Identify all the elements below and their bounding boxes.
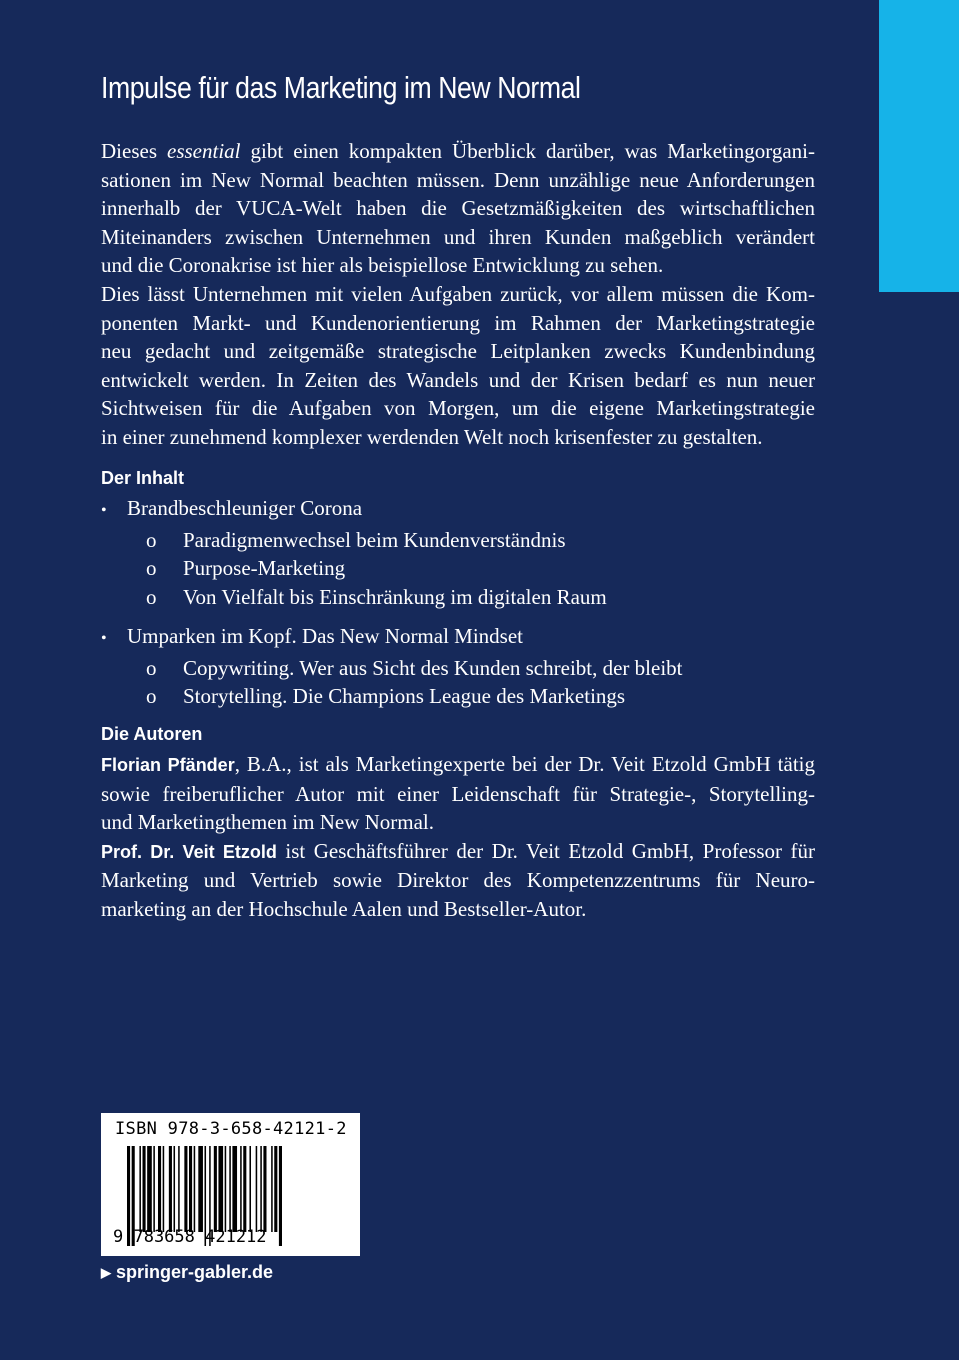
bullet-icon: • bbox=[101, 630, 107, 647]
barcode-bar bbox=[139, 1146, 141, 1232]
book-title: Impulse für das Marketing im New Normal bbox=[101, 70, 581, 105]
para-line: Dies lässt Unternehmen mit vielen Aufgaben zurück, vor allem müssen die Kom- bbox=[101, 282, 815, 306]
circle-bullet-icon: o bbox=[146, 655, 157, 680]
barcode-bar bbox=[271, 1146, 273, 1232]
barcode-bar bbox=[169, 1146, 172, 1232]
barcode-bar bbox=[198, 1146, 203, 1232]
para-line: neu gedacht und zeitgemäße strategische Leitplanken zwecks Kundenbindung bbox=[101, 339, 815, 364]
author-name: Florian Pfänder bbox=[101, 755, 235, 775]
isbn-barcode bbox=[101, 1113, 360, 1256]
para-line: entwickelt werden. In Zeiten des Wandels und der Krisen bedarf es nun neuer bbox=[101, 367, 815, 392]
bio-line: sowie freiberuflicher Autor mit einer Leidenschaft für Strategie-, Storytelling- bbox=[101, 781, 815, 806]
authors-bio bbox=[101, 750, 815, 924]
barcode-bar bbox=[153, 1146, 155, 1232]
contents-list-2 bbox=[101, 622, 683, 711]
second-paragraph bbox=[101, 280, 815, 452]
sub-list-item: o Purpose-Marketing bbox=[101, 554, 607, 583]
barcode-bar bbox=[184, 1146, 187, 1232]
authors-heading: Die Autoren bbox=[101, 724, 203, 744]
contents-list-1 bbox=[101, 494, 607, 611]
para-line: in einer zunehmend komplexer werdenden Welt noch krisenfester zu gestalten. bbox=[101, 424, 763, 449]
bio-line: Florian Pfänder, B.A., ist als Marketingexperte bei der Dr. Veit Etzold GmbH tätig bbox=[101, 752, 815, 776]
sub-list-item: o Von Vielfalt bis Einschränkung im digitalen Raum bbox=[101, 583, 607, 612]
barcode-bar bbox=[256, 1146, 258, 1232]
barcode-bar bbox=[147, 1146, 152, 1232]
barcode-bar bbox=[240, 1146, 242, 1232]
barcode-bar bbox=[174, 1146, 176, 1232]
intro-line: innerhalb der VUCA-Welt haben die Gesetzmäßigkeiten des wirtschaftlichen bbox=[101, 196, 815, 221]
sub-list-item: o Storytelling. Die Champions League des Marketings bbox=[101, 682, 683, 711]
barcode-bar bbox=[229, 1146, 231, 1232]
author-name: Prof. Dr. Veit Etzold bbox=[101, 841, 277, 862]
bio-line: Marketing und Vertrieb sowie Direktor des Kompetenzzentrums für Neuro- bbox=[101, 868, 815, 893]
barcode-bar bbox=[214, 1146, 217, 1232]
para-line: ponenten Markt- und Kundenorientierung im Rahmen der Marketingstrategie bbox=[101, 310, 815, 335]
circle-bullet-icon: o bbox=[146, 527, 157, 552]
contents-heading: Der Inhalt bbox=[101, 468, 185, 488]
barcode-bar bbox=[189, 1146, 192, 1232]
website-url: springer-gabler.de bbox=[116, 1262, 274, 1282]
barcode-bar bbox=[274, 1146, 277, 1232]
barcode-bar bbox=[143, 1146, 146, 1232]
intro-line: sationen im New Normal beachten müssen. Denn unzählige neue Anforderungen bbox=[101, 167, 815, 192]
bio-line: marketing an der Hochschule Aalen und Bestseller-Autor. bbox=[101, 896, 587, 921]
barcode-bar bbox=[260, 1146, 262, 1232]
barcode-bar bbox=[232, 1146, 237, 1232]
barcode-digits: 9 783658 421212 bbox=[113, 1227, 267, 1247]
bio-line: Prof. Dr. Veit Etzold ist Geschäftsführer der Dr. Veit Etzold GmbH, Professor für bbox=[101, 838, 816, 863]
bullet-icon: • bbox=[101, 502, 107, 519]
barcode-bar bbox=[249, 1146, 251, 1232]
barcode-bar bbox=[243, 1146, 246, 1232]
circle-bullet-icon: o bbox=[146, 556, 157, 581]
play-arrow-icon: ▶ bbox=[101, 1264, 111, 1280]
barcode-bar bbox=[158, 1146, 161, 1232]
website-link[interactable] bbox=[101, 1262, 273, 1283]
circle-bullet-icon: o bbox=[146, 584, 157, 609]
sub-list-item: o Paradigmenwechsel beim Kundenverständnis bbox=[101, 526, 607, 555]
intro-line: und die Coronakrise ist hier als beispiellose Entwicklung zu sehen. bbox=[101, 253, 664, 278]
sub-list-item: o Copywriting. Wer aus Sicht des Kunden schreibt, der bleibt bbox=[101, 654, 683, 683]
barcode-bar bbox=[263, 1146, 266, 1232]
para-line: Sichtweisen für die Aufgaben von Morgen, um die eigene Marketingstrategie bbox=[101, 396, 815, 421]
bio-line: und Marketingthemen im New Normal. bbox=[101, 810, 435, 835]
barcode-bar bbox=[194, 1146, 196, 1232]
barcode-bar bbox=[178, 1146, 180, 1232]
accent-bar bbox=[879, 0, 959, 292]
intro-paragraph bbox=[101, 137, 815, 280]
intro-line: Dieses essential gibt einen kompakten Überblick darüber, was Marketingorgani- bbox=[101, 139, 815, 163]
circle-bullet-icon: o bbox=[146, 684, 157, 709]
list-item: • Brandbeschleuniger Corona bbox=[101, 494, 607, 526]
barcode-bar bbox=[225, 1146, 227, 1232]
barcode-bar bbox=[218, 1146, 223, 1232]
intro-line: Miteinanders zwischen Unternehmen und ihren Kunden maßgeblich verändert bbox=[101, 224, 815, 249]
isbn-label: ISBN 978-3-658-42121-2 bbox=[115, 1119, 347, 1139]
barcode-bar bbox=[163, 1146, 165, 1232]
list-item: • Umparken im Kopf. Das New Normal Mindset bbox=[101, 622, 683, 654]
